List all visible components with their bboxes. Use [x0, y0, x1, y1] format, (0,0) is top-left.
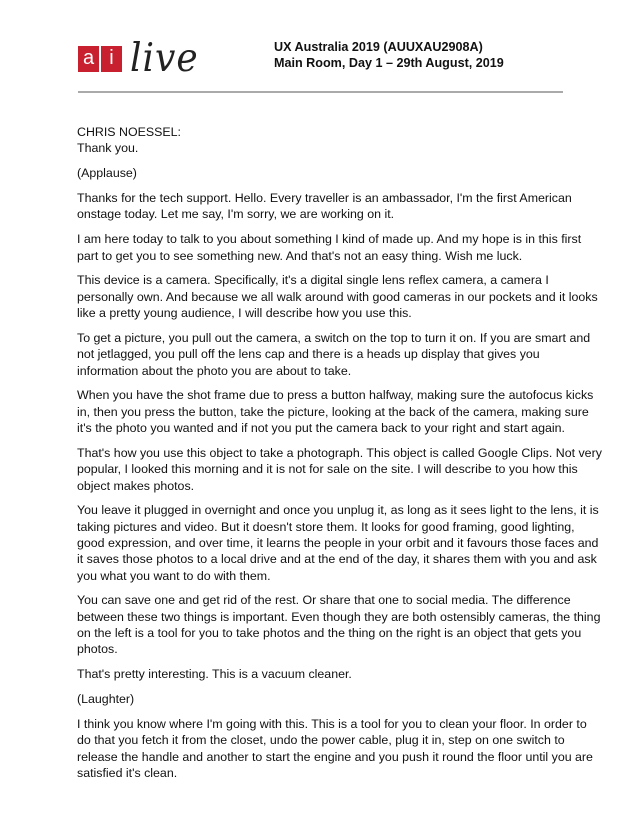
transcript-line: You can save one and get rid of the rest. Or share that one to social media. The difference: [77, 593, 571, 608]
transcript-line: To get a picture, you pull out the camera, a switch on the top to turn it on. If you are smart and: [77, 330, 591, 345]
transcript-line: information about the photo you are about to take.: [77, 363, 352, 378]
transcript-paragraph: [77, 165, 577, 181]
transcript-paragraph: [77, 124, 577, 157]
transcript-paragraph: [77, 502, 599, 583]
transcript-paragraph: [77, 445, 602, 494]
transcript-line: part to get you to see something new. And that's not an easy thing. Wish me luck.: [77, 248, 523, 263]
transcript-line: popular, I looked this morning and it is not for sale on the site. I will describe to you how this: [77, 462, 578, 477]
transcript-line: in, then you press the button, take the picture, looking at the back of the camera, making sure: [77, 404, 589, 419]
logo-letter-i: i: [101, 46, 122, 72]
transcript-line: between these two things is important. Even though they are both ostensibly cameras, the thing: [77, 609, 601, 624]
transcript-paragraph: [77, 387, 594, 436]
transcript-line: it saves those photos to a local drive and at the end of the day, it shares them with you and ask: [77, 552, 597, 567]
transcript-paragraph: [77, 231, 582, 264]
transcript-line: on the left is a tool for you to take photos and the thing on the right is an object that gets you: [77, 626, 582, 641]
transcript-line: This device is a camera. Specifically, it's a digital single lens reflex camera, a camera I: [77, 273, 549, 288]
transcript-line: do that you fetch it from the closet, undo the power cable, plug it in, step on one switch to: [77, 733, 565, 748]
transcript-line: taking pictures and video. But it doesn't store them. It looks for good framing, good lighting,: [77, 519, 575, 534]
transcript-line: not jetlagged, you pull off the lens cap and there is a heads up display that gives you: [77, 347, 540, 362]
transcript-line: object makes photos.: [77, 478, 195, 493]
transcript-line: Thanks for the tech support. Hello. Every traveller is an ambassador, I'm the first American: [77, 191, 572, 206]
transcript-line: photos.: [77, 642, 118, 657]
transcript-line: like a pretty young audience, I will describe how you use this.: [77, 306, 412, 321]
event-title: UX Australia 2019 (AUUXAU2908A): [274, 40, 483, 54]
transcript-line: Thank you.: [77, 141, 139, 156]
transcript-paragraph: [77, 716, 593, 781]
transcript-paragraph: [77, 691, 577, 707]
header-divider: [78, 91, 563, 93]
transcript-line: (Laughter): [77, 692, 135, 707]
document-header: [274, 39, 504, 71]
transcript-line: That's how you use this object to take a photograph. This object is called Google Clips. Not very: [77, 445, 602, 460]
transcript-line: You leave it plugged in overnight and once you unplug it, as long as it sees light to the lens, it is: [77, 503, 599, 518]
transcript-line: That's pretty interesting. This is a vacuum cleaner.: [77, 667, 352, 682]
ai-live-logo: [78, 35, 199, 81]
transcript-line: (Applause): [77, 166, 137, 181]
session-info: Main Room, Day 1 – 29th August, 2019: [274, 56, 504, 70]
transcript-paragraph: [77, 190, 577, 223]
transcript-line: it's the photo you wanted and if not you put the camera back to your right and start again.: [77, 421, 565, 436]
transcript-paragraph: [77, 330, 591, 379]
transcript-line: I am here today to talk to you about something I kind of made up. And my hope is in this first: [77, 232, 582, 247]
transcript-line: CHRIS NOESSEL:: [77, 125, 181, 139]
transcript-line: you what you want to do with them.: [77, 568, 271, 583]
transcript-paragraph: [77, 592, 601, 657]
transcript-line: I think you know where I'm going with this. This is a tool for you to clean your floor. In order to: [77, 717, 587, 732]
transcript-paragraph: [77, 272, 598, 321]
transcript-paragraph: [77, 666, 577, 682]
transcript-line: good expression, and over time, it learns the people in your orbit and it favours those faces and: [77, 535, 599, 550]
transcript-line: personally own. And because we all walk around with good cameras in our pockets and it looks: [77, 289, 598, 304]
transcript-line: When you have the shot frame due to press a button halfway, making sure the autofocus kicks: [77, 388, 594, 403]
transcript-body: [77, 124, 602, 790]
logo-letter-a: a: [78, 46, 99, 72]
transcript-line: satisfied it's clean.: [77, 765, 178, 780]
transcript-line: onstage today. Let me say, I'm sorry, we are working on it.: [77, 207, 395, 222]
logo-word-live: live: [130, 35, 199, 81]
transcript-line: release the handle and another to start the engine and you push it round the floor until you are: [77, 749, 593, 764]
